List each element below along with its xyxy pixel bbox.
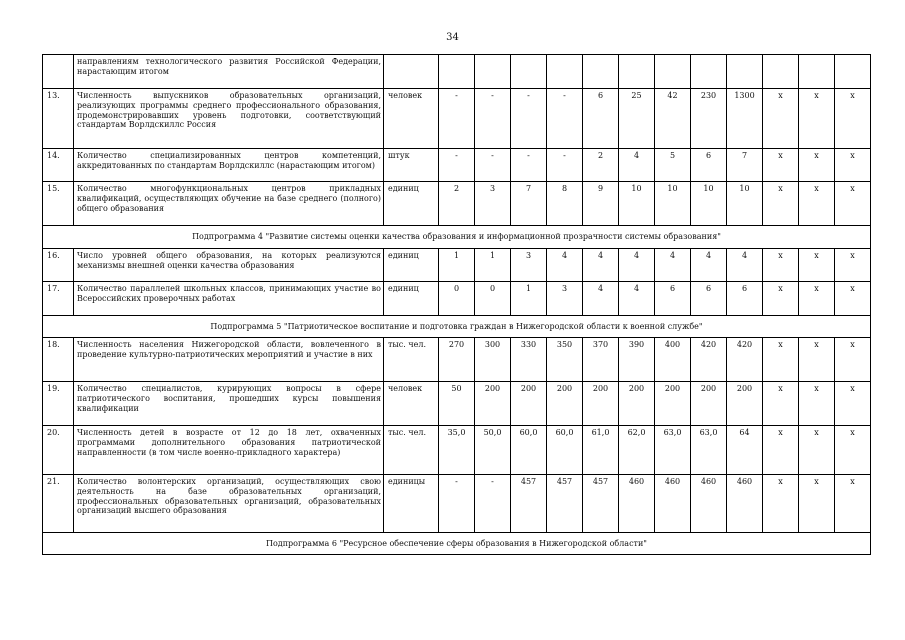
table-row xyxy=(43,149,871,182)
value-cell: x xyxy=(763,149,799,182)
value-cell: x xyxy=(835,282,871,316)
value-cell: 7 xyxy=(727,149,763,182)
value-cell: 1 xyxy=(439,249,475,282)
value-cell: 4 xyxy=(619,149,655,182)
value-cell: x xyxy=(799,89,835,149)
value-cell: x xyxy=(763,475,799,533)
value-cell: 1 xyxy=(475,249,511,282)
row-number: 20. xyxy=(43,426,74,475)
value-cell: 1300 xyxy=(727,89,763,149)
value-cell: - xyxy=(475,149,511,182)
value-cell: - xyxy=(439,475,475,533)
value-cell xyxy=(727,55,763,89)
value-cell: x xyxy=(763,249,799,282)
subprogram-header-row xyxy=(43,226,871,249)
row-number: 15. xyxy=(43,182,74,226)
value-cell: - xyxy=(511,149,547,182)
value-cell: 330 xyxy=(511,338,547,382)
value-cell: 457 xyxy=(547,475,583,533)
value-cell: x xyxy=(799,338,835,382)
value-cell: 63,0 xyxy=(691,426,727,475)
value-cell: 4 xyxy=(691,249,727,282)
value-cell xyxy=(439,55,475,89)
indicators-table xyxy=(42,54,871,555)
value-cell: 2 xyxy=(583,149,619,182)
value-cell: 3 xyxy=(511,249,547,282)
value-cell: 42 xyxy=(655,89,691,149)
value-cell: 3 xyxy=(475,182,511,226)
value-cell xyxy=(691,55,727,89)
table-row xyxy=(43,338,871,382)
subprogram-header-row xyxy=(43,533,871,555)
value-cell: 6 xyxy=(691,282,727,316)
value-cell: 230 xyxy=(691,89,727,149)
value-cell: 200 xyxy=(583,382,619,426)
indicator-name: Численность детей в возрасте от 12 до 18 лет, охваченных программами дополнительного образования патриотической направленности (в том числе военно-прикладного характера) xyxy=(74,426,384,475)
indicator-name: Количество параллелей школьных классов, принимающих участие во Всероссийских проверочных работах xyxy=(74,282,384,316)
unit-of-measure: человек xyxy=(384,382,439,426)
unit-of-measure: единиц xyxy=(384,282,439,316)
row-number: 17. xyxy=(43,282,74,316)
table-row xyxy=(43,426,871,475)
value-cell xyxy=(763,55,799,89)
subprogram-title: Подпрограмма 4 "Развитие системы оценки качества образования и информационной прозрачности системы образования" xyxy=(43,226,871,249)
indicator-name: Численность выпускников образовательных организаций, реализующих программы среднего профессионального образования, продемонстрировавших уровень подготовки, соответствующий стандартам Ворлдскиллс Россия xyxy=(74,89,384,149)
value-cell: - xyxy=(475,475,511,533)
unit-of-measure: тыс. чел. xyxy=(384,338,439,382)
value-cell: 25 xyxy=(619,89,655,149)
value-cell: 0 xyxy=(475,282,511,316)
value-cell: 460 xyxy=(727,475,763,533)
value-cell: 64 xyxy=(727,426,763,475)
value-cell: 1 xyxy=(511,282,547,316)
unit-of-measure: единиц xyxy=(384,182,439,226)
value-cell: x xyxy=(799,149,835,182)
value-cell: 420 xyxy=(691,338,727,382)
table-row xyxy=(43,89,871,149)
value-cell xyxy=(799,55,835,89)
value-cell: 10 xyxy=(727,182,763,226)
value-cell: 200 xyxy=(547,382,583,426)
value-cell: x xyxy=(763,338,799,382)
value-cell: - xyxy=(547,89,583,149)
value-cell: 10 xyxy=(691,182,727,226)
value-cell: x xyxy=(799,249,835,282)
value-cell: 4 xyxy=(619,249,655,282)
table-row xyxy=(43,182,871,226)
value-cell: x xyxy=(835,426,871,475)
value-cell: 200 xyxy=(691,382,727,426)
value-cell: 350 xyxy=(547,338,583,382)
value-cell xyxy=(511,55,547,89)
value-cell: 4 xyxy=(619,282,655,316)
value-cell: 4 xyxy=(655,249,691,282)
value-cell: 6 xyxy=(655,282,691,316)
value-cell: 457 xyxy=(511,475,547,533)
table-row xyxy=(43,249,871,282)
value-cell: x xyxy=(835,382,871,426)
value-cell: 7 xyxy=(511,182,547,226)
indicator-name: Численность населения Нижегородской области, вовлеченного в проведение культурно-патриотических мероприятий и участие в них xyxy=(74,338,384,382)
row-number: 21. xyxy=(43,475,74,533)
value-cell: x xyxy=(763,182,799,226)
value-cell: x xyxy=(799,182,835,226)
unit-of-measure: единицы xyxy=(384,475,439,533)
table-row xyxy=(43,55,871,89)
indicator-name: Количество специализированных центров компетенций, аккредитованных по стандартам Ворлдскиллс (нарастающим итогом) xyxy=(74,149,384,182)
value-cell: 50,0 xyxy=(475,426,511,475)
value-cell: x xyxy=(799,282,835,316)
value-cell: 460 xyxy=(691,475,727,533)
value-cell: 200 xyxy=(511,382,547,426)
value-cell: 6 xyxy=(691,149,727,182)
value-cell: 61,0 xyxy=(583,426,619,475)
value-cell: x xyxy=(799,426,835,475)
value-cell: 6 xyxy=(727,282,763,316)
value-cell: 4 xyxy=(583,249,619,282)
value-cell: 6 xyxy=(583,89,619,149)
value-cell: 460 xyxy=(619,475,655,533)
value-cell: 0 xyxy=(439,282,475,316)
value-cell xyxy=(655,55,691,89)
value-cell: x xyxy=(763,282,799,316)
indicator-name: Количество специалистов, курирующих вопросы в сфере патриотического воспитания, прошедших курсы повышения квалификации xyxy=(74,382,384,426)
value-cell: x xyxy=(835,182,871,226)
value-cell: 200 xyxy=(727,382,763,426)
value-cell: - xyxy=(439,149,475,182)
indicator-name: Количество многофункциональных центров прикладных квалификаций, осуществляющих обучение на базе среднего (полного) общего образования xyxy=(74,182,384,226)
unit-of-measure: штук xyxy=(384,149,439,182)
value-cell xyxy=(835,55,871,89)
value-cell: 62,0 xyxy=(619,426,655,475)
value-cell: 35,0 xyxy=(439,426,475,475)
value-cell: - xyxy=(475,89,511,149)
value-cell: 400 xyxy=(655,338,691,382)
value-cell: 460 xyxy=(655,475,691,533)
table-row xyxy=(43,282,871,316)
value-cell: 370 xyxy=(583,338,619,382)
value-cell: x xyxy=(763,382,799,426)
value-cell xyxy=(583,55,619,89)
unit-of-measure: человек xyxy=(384,89,439,149)
table-row xyxy=(43,382,871,426)
value-cell: 3 xyxy=(547,282,583,316)
indicator-name: Число уровней общего образования, на которых реализуются механизмы внешней оценки качества образования xyxy=(74,249,384,282)
unit-of-measure: единиц xyxy=(384,249,439,282)
value-cell: x xyxy=(835,149,871,182)
value-cell xyxy=(619,55,655,89)
value-cell: 60,0 xyxy=(511,426,547,475)
value-cell: - xyxy=(439,89,475,149)
value-cell: 457 xyxy=(583,475,619,533)
value-cell: 10 xyxy=(619,182,655,226)
value-cell: - xyxy=(511,89,547,149)
subprogram-title: Подпрограмма 6 "Ресурсное обеспечение сферы образования в Нижегородской области" xyxy=(43,533,871,555)
value-cell: 63,0 xyxy=(655,426,691,475)
value-cell: 8 xyxy=(547,182,583,226)
value-cell: x xyxy=(799,382,835,426)
value-cell: 200 xyxy=(475,382,511,426)
indicator-name: направлениям технологического развития Российской Федерации, нарастающим итогом xyxy=(74,55,384,89)
value-cell: 5 xyxy=(655,149,691,182)
row-number xyxy=(43,55,74,89)
subprogram-header-row xyxy=(43,316,871,338)
row-number: 16. xyxy=(43,249,74,282)
unit-of-measure: тыс. чел. xyxy=(384,426,439,475)
row-number: 18. xyxy=(43,338,74,382)
value-cell: 200 xyxy=(619,382,655,426)
value-cell: x xyxy=(763,89,799,149)
value-cell xyxy=(547,55,583,89)
value-cell: 10 xyxy=(655,182,691,226)
row-number: 14. xyxy=(43,149,74,182)
value-cell: x xyxy=(835,338,871,382)
subprogram-title: Подпрограмма 5 "Патриотическое воспитание и подготовка граждан в Нижегородской области к военной службе" xyxy=(43,316,871,338)
value-cell xyxy=(475,55,511,89)
value-cell: 4 xyxy=(547,249,583,282)
indicator-name: Количество волонтерских организаций, осуществляющих свою деятельность на базе образовательных организаций, профессиональных образовательных организаций, образовательных организаций высшего образования xyxy=(74,475,384,533)
value-cell: 50 xyxy=(439,382,475,426)
value-cell: 4 xyxy=(727,249,763,282)
value-cell: 200 xyxy=(655,382,691,426)
value-cell: 420 xyxy=(727,338,763,382)
value-cell: x xyxy=(835,475,871,533)
page-number: 34 xyxy=(446,32,459,43)
value-cell: 270 xyxy=(439,338,475,382)
value-cell: 390 xyxy=(619,338,655,382)
value-cell: 300 xyxy=(475,338,511,382)
value-cell: 9 xyxy=(583,182,619,226)
value-cell: 4 xyxy=(583,282,619,316)
row-number: 19. xyxy=(43,382,74,426)
value-cell: 2 xyxy=(439,182,475,226)
table-row xyxy=(43,475,871,533)
value-cell: x xyxy=(835,89,871,149)
value-cell: x xyxy=(763,426,799,475)
unit-of-measure xyxy=(384,55,439,89)
value-cell: x xyxy=(799,475,835,533)
value-cell: 60,0 xyxy=(547,426,583,475)
value-cell: - xyxy=(547,149,583,182)
value-cell: x xyxy=(835,249,871,282)
row-number: 13. xyxy=(43,89,74,149)
